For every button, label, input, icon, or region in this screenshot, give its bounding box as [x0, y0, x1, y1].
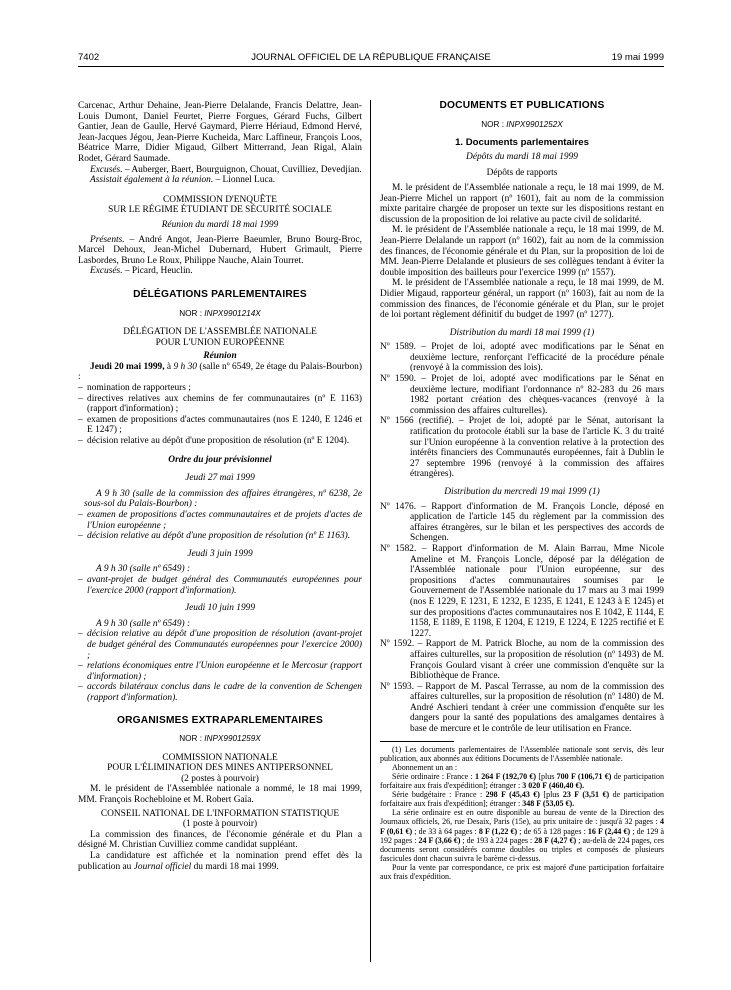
footnote-serie-budgetaire: [380, 790, 664, 808]
fn5-c: ; de 33 à 64 pages :: [412, 826, 479, 836]
distribution-18: Distribution du mardi 18 mai 1999 (1): [449, 327, 595, 338]
docs-title: DOCUMENTS ET PUBLICATIONS: [439, 100, 605, 111]
list-item: – accords bilatéraux conclus dans le cadre de la convention de Schengen (rapport d'information).: [78, 682, 362, 703]
distribution-item: Nº 1476. – Rapport d'information de M. François Loncle, déposé en application de l'article 145 du règlement par la commission des affaires étrangères, sur le bilan et les perspectives des accords de Schengen.: [380, 501, 664, 544]
excuses2-line: [78, 266, 362, 277]
fn5-e: ; de 65 à 128 pages :: [517, 826, 588, 836]
page-number: 7402: [78, 52, 100, 63]
jeudi20-at: à: [164, 361, 174, 372]
fn5-h: 24 F (3,66 €): [418, 835, 461, 845]
rapport-paragraph: M. le président de l'Assemblée nationale a reçu, le 18 mai 1999, de M. Jean-Pierre Michel un rapport (nº 1601), fait au nom de la commission mixte paritaire chargée de proposer un texte sur les dispositions restant en discussion de la proposition de loi relative au pacte civil de solidarité.: [380, 182, 664, 225]
jeudi20-date: Jeudi 20 mai 1999,: [90, 361, 165, 372]
jeudi27-heading: Jeudi 27 mai 1999: [185, 473, 255, 484]
delegation-title-2: POUR L'UNION EUROPÉENNE: [155, 337, 285, 348]
cn-title-2: POUR L'ÉLIMINATION DES MINES ANTIPERSONNEL: [107, 763, 333, 774]
rapport-paragraph: M. le président de l'Assemblée nationale a reçu, le 18 mai 1999, de M. Jean-Pierre Delalande un rapport (nº 1602), fait au nom de la commission des finances, de l'économie générale et du Plan, sur la proposition de loi de MM. Jean-Pierre Delalande et plusieurs de ses collègues tendant à éviter la double imposition des bailleurs pour l'exercice 1999 (nº 1557).: [380, 225, 664, 278]
distribution-item: Nº 1590. – Projet de loi, adopté avec modifications par le Sénat en deuxième lecture, modifiant l'ordonnance nº 82-283 du 26 mars 1982 portant création des chèques-vacances (renvoyé à la commission des affaires culturelles).: [380, 374, 664, 416]
fn5-g: ; de 129 à 192 pages :: [380, 826, 665, 845]
fn3-f: 3 020 F (460,40 €).: [522, 781, 585, 791]
list-item: – décision relative au dépôt d'une proposition de résolution (nº E 1204).: [78, 436, 362, 447]
fn4-e: de participation forfaitaire aux frais d'expédition]; étranger :: [380, 790, 665, 809]
footnote-rule: [380, 741, 454, 742]
excuses2-label: Excusés.: [90, 266, 123, 277]
list-item: – examen de propositions d'actes communautaires et de projets d'actes de l'Union européenne ;: [78, 510, 362, 531]
presents-line: [78, 235, 362, 267]
reunion-date: Réunion du mardi 18 mai 1999: [161, 219, 279, 230]
depots-rapports: Dépôts de rapports: [486, 168, 558, 179]
jeudi20-time: 9 h 30: [173, 361, 197, 372]
rapport-paragraph: M. le président de l'Assemblée nationale a reçu, le 18 mai 1999, de M. Didier Migaud, rapporteur général, un rapport (nº 1603), fait au nom de la commission des finances, de l'économie générale et du Plan, sur le projet de loi portant règlement définitif du budget de 1997 (nº 1277).: [380, 278, 664, 321]
list-item: – avant-projet de budget général des Communautés européennes pour l'exercice 2000 (rapport d'information).: [78, 575, 362, 596]
cnis-text-2b: du mardi 18 mai 1999.: [191, 861, 279, 872]
footnote-abonnement: Abonnement un an :: [392, 762, 458, 772]
fn4-c: [plus: [539, 790, 563, 800]
issue-date: 19 mai 1999: [611, 52, 664, 63]
footnote: [380, 745, 664, 881]
delegation-title-1: DÉLÉGATION DE L'ASSEMBLÉE NATIONALE: [123, 327, 317, 338]
organismes-title: ORGANISMES EXTRAPARLEMENTAIRES: [117, 714, 323, 726]
distribution-19: Distribution du mercredi 19 mai 1999 (1): [444, 487, 600, 497]
nor-3: [380, 120, 664, 131]
cn-title-1: COMMISSION NATIONALE: [162, 752, 278, 763]
distribution-item: Nº 1589. – Projet de loi, adopté avec modifications par le Sénat en deuxième lecture, renforçant l'efficacité de la procédure pénale (renvoyé à la commission des lois).: [380, 342, 664, 374]
excuses2-names: – Picard, Heuclin.: [124, 266, 193, 277]
nor2-code: INPX9901259X: [204, 734, 261, 744]
list-item: – nomination de rapporteurs ;: [78, 383, 362, 394]
cnis-postes: (1 poste à pourvoir): [182, 819, 258, 830]
presents-label: Présents.: [90, 234, 125, 245]
reunion-heading: Réunion: [203, 351, 237, 362]
jeudi20-room: (salle nº 6549, 2e étage du Palais-Bourbon) :: [78, 361, 362, 383]
right-column: [380, 101, 664, 881]
fn3-c: [plus: [536, 771, 557, 781]
footnote-vente: [380, 808, 664, 863]
presents-names: – André Angot, Jean-Pierre Baeumler, Bruno Bourg-Broc, Marcel Dehoux, Jean-Michel Dubernard, Hubert Grimault, Pierre Lasbordes, Bruno Le Roux, Philippe Nauche, Alain Tourret.: [78, 234, 362, 266]
fn4-f: 348 F (53,05 €).: [522, 799, 575, 809]
agenda-10-list: [78, 629, 362, 703]
agenda-27-list: [78, 510, 362, 542]
fn5-i: ; de 193 à 224 pages :: [460, 835, 535, 845]
column-divider: [370, 100, 371, 962]
nor1-code: INPX9901214X: [204, 308, 261, 318]
agenda-3-list: [78, 575, 362, 596]
excuses-line: [78, 165, 362, 176]
depots-date: Dépôts du mardi 18 mai 1999: [466, 151, 578, 162]
list-item: – examen de propositions d'actes communautaires (nos E 1240, E 1246 et E 1247) ;: [78, 415, 362, 436]
fn3-a: Série ordinaire : France :: [392, 771, 475, 781]
nor1-prefix: NOR :: [179, 308, 202, 318]
fn4-b: 298 F (45,43 €): [485, 790, 540, 800]
fn5-j: 28 F (4,27 €): [534, 835, 577, 845]
jeudi3-time: A 9 h 30 (salle nº 6549) :: [96, 564, 191, 575]
fn5-k: ; au-delà de 224 pages, ces documents seront considérés comme doubles ou triples et composés de plusieurs fascicules dont chacun suivra le barème ci-dessus.: [380, 835, 665, 863]
cnis-text-2a: La candidature est affichée et la nomination prend effet dès la publication au: [78, 851, 362, 872]
documents-parlementaires-title: 1. Documents parlementaires: [455, 137, 589, 149]
ordre-previsionnel: Ordre du jour prévisionnel: [168, 454, 272, 465]
list-item: – décision relative au dépôt d'une proposition de résolution (avant-projet de budget général des Communautés européennes pour l'exercice 2000) ;: [78, 629, 362, 661]
list-item: – décision relative au dépôt d'une proposition de résolution (nº E 1163).: [78, 531, 362, 542]
distribution-item: Nº 1592. – Rapport de M. Patrick Bloche, au nom de la commission des affaires culturelles, sur la proposition de résolution (nº 1493) de M. François Goulard visant à créer une commission d'enquête sur la Bibliothèque de France.: [380, 639, 664, 682]
distribution-item: Nº 1566 (rectifié). – Projet de loi, adopté par le Sénat, autorisant la ratification du protocole établi sur la base de l'article K. 3 du traité sur l'Union européenne à la convention relative à la protection des intérêts financiers des Communautés européennes, fait à Dublin le 27 septembre 1996 (renvoyé à la commission des affaires étrangères).: [380, 416, 664, 480]
list-item: – directives relatives aux chemins de fer communautaires (nº E 1163) (rapport d'information) ;: [78, 394, 362, 415]
fn3-b: 1 264 F (192,70 €): [474, 771, 537, 781]
nor-1: [78, 309, 362, 320]
fn5-f: 16 F (2,44 €): [587, 826, 631, 836]
nor2-prefix: NOR :: [179, 734, 202, 744]
header-rule: [78, 66, 664, 67]
fn5-d: 8 F (1,22 €): [478, 826, 518, 836]
list-item: – relations économiques entre l'Union européenne et le Mercosur (rapport d'information) ;: [78, 661, 362, 682]
nor-2: [78, 734, 362, 745]
cn-text: M. le président de l'Assemblée nationale a nommé, le 18 mai 1999, MM. François Rochebloine et M. Robert Gaïa.: [78, 784, 362, 806]
excuses-names: – Auberger, Baert, Bourguignon, Chouat, Cuvilliez, Devedjian.: [124, 164, 362, 175]
distribution-item: Nº 1593. – Rapport de M. Pascal Terrasse, au nom de la commission des affaires culturelles, sur la proposition de résolution (nº 1480) de M. André Aschieri tendant à créer une commission d'enquête sur les dangers pour la santé des populations des amalgames dentaires à base de mercure et le contrôle de leur utilisation en France.: [380, 681, 664, 735]
footnote-correspondance: Pour la vente par correspondance, ce prix est majoré d'une participation forfaitaire aux frais d'expédition.: [380, 862, 664, 881]
fn5-a: La série ordinaire est en outre disponible au bureau de vente de la Direction des Journaux officiels, 26, rue Desaix, Paris (15e), au prix unitaire de : jusqu'à 32 pages :: [380, 808, 664, 827]
nor3-prefix: NOR :: [481, 119, 504, 129]
cnis-text-1: La commission des finances, de l'économie générale et du Plan a désigné M. Christian Cuvilliez comme candidat suppléant.: [78, 829, 362, 851]
jeudi27-time: A 9 h 30 (salle de la commission des affaires étrangères, nº 6238, 2e sous-sol du Palais-Bourbon) :: [84, 488, 362, 510]
fn5-b: 4 F (0,61 €): [380, 817, 664, 836]
fn3-e: de participation forfaitaire aux frais d'expédition]; étranger :: [380, 771, 665, 791]
footnote-1: (1) Les documents parlementaires de l'Assemblée nationale sont servis, dès leur publication, aux abonnés aux éditions Documents de l'Assemblée nationale.: [380, 744, 664, 763]
excuses-label: Excusés.: [90, 164, 123, 175]
assistait-name: – Lionnel Luca.: [215, 175, 276, 186]
fn3-d: 700 F (106,71 €): [556, 771, 612, 781]
journal-title: JOURNAL OFFICIEL DE LA RÉPUBLIQUE FRANÇAISE: [251, 52, 491, 63]
nor3-code: INPX9901252X: [506, 119, 563, 129]
cnis-text-2: [78, 851, 362, 872]
delegations-title: DÉLÉGATIONS PARLEMENTAIRES: [133, 288, 307, 300]
jeudi10-heading: Jeudi 10 juin 1999: [184, 603, 256, 614]
footnote-serie-ordinaire: [380, 772, 664, 790]
cn-postes: (2 postes à pourvoir): [181, 773, 259, 784]
journal-officiel-ref: Journal officiel: [133, 861, 192, 872]
commission-title-2: SUR LE RÉGIME ÉTUDIANT DE SÉCURITÉ SOCIALE: [108, 205, 332, 216]
agenda-20-list: [78, 383, 362, 447]
distribution-item: Nº 1582. – Rapport d'information de M. Alain Barrau, Mme Nicole Ameline et M. François Loncle, déposé par la délégation de l'Assemblée nationale pour l'Union européenne, sur des propositions d'actes communautaires soumises par le Gouvernement de l'Assemblée nationale du 17 mars au 3 mai 1999 (nos E 1229, E 1231, E 1232, E 1235, E 1241, E 1243 à E 1245) et sur des propositions d'actes communautaires nos E 1042, E 1144, E 1158, E 1189, E 1198, E 1204, E 1219, E 1224, E 1225 rectifié et E 1227.: [380, 543, 664, 639]
assistait-label: Assistait également à la réunion.: [90, 175, 214, 186]
jeudi20-line: [78, 362, 362, 383]
jeudi10-time: A 9 h 30 (salle nº 6549) :: [96, 618, 191, 629]
assistait-line: [78, 175, 362, 186]
commission-title-1: COMMISSION D'ENQUÊTE: [163, 194, 277, 205]
jeudi3-heading: Jeudi 3 juin 1999: [187, 548, 253, 559]
fn4-a: Série budgétaire : France :: [392, 790, 486, 800]
left-column: [78, 101, 362, 872]
continued-names: Carcenac, Arthur Dehaine, Jean-Pierre Delalande, Francis Delattre, Jean-Louis Dumont, Daniel Feurtet, Pierre Forgues, Gérard Fuchs, Gilbert Gantier, Jean de Gaulle, Hervé Gaymard, Pierre Hériaud, Edmond Hervé, Jean-Jacques Jégou, Jean-Pierre Kucheida, Marc Laffineur, François Loos, Béatrice Marre, Didier Migaud, Gilbert Mitterrand, Jean Rigal, Alain Rodet, Gérard Saumade.: [78, 101, 362, 164]
fn4-d: 23 F (3,51 €): [562, 790, 610, 800]
cnis-title: CONSEIL NATIONAL DE L'INFORMATION STATISTIQUE: [100, 808, 340, 819]
